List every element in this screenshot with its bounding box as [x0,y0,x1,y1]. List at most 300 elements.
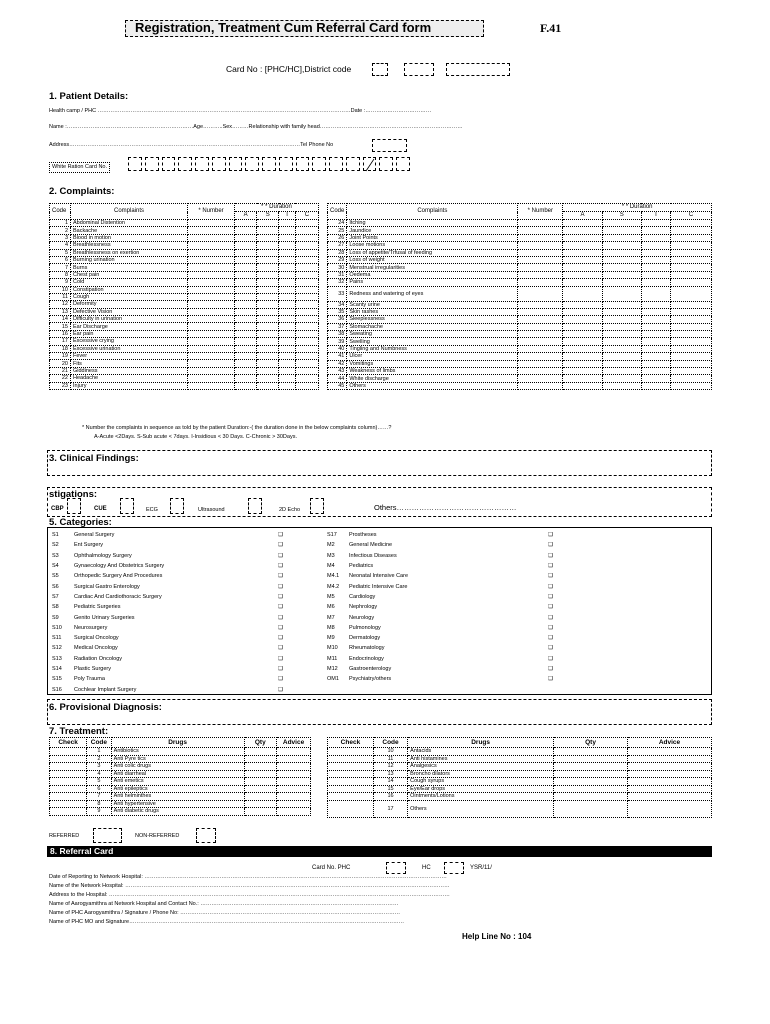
treatment-advice-cell[interactable] [277,778,311,786]
category-checkbox[interactable]: ❑ [548,676,553,683]
complaint-number-cell[interactable] [518,375,563,382]
treatment-advice-cell[interactable] [277,755,311,763]
duration-cell[interactable] [235,316,257,323]
duration-cell[interactable] [602,375,641,382]
duration-cell[interactable] [279,242,295,249]
category-checkbox[interactable]: ❑ [548,583,553,590]
duration-cell[interactable] [563,271,602,278]
complaint-number-cell[interactable] [188,242,235,249]
duration-cell[interactable] [235,367,257,374]
duration-cell[interactable] [563,279,602,286]
duration-cell[interactable] [602,353,641,360]
complaint-number-cell[interactable] [188,308,235,315]
duration-cell[interactable] [235,271,257,278]
treatment-qty-cell[interactable] [554,785,628,793]
duration-cell[interactable] [295,293,318,300]
category-checkbox[interactable]: ❑ [278,655,283,662]
duration-cell[interactable] [279,382,295,389]
category-checkbox[interactable]: ❑ [548,666,553,672]
duration-cell[interactable] [641,308,670,315]
complaint-number-cell[interactable] [188,271,235,278]
duration-cell[interactable] [602,249,641,256]
duration-cell[interactable] [641,271,670,278]
treatment-check-cell[interactable] [328,770,374,778]
referral-line-phc-mo[interactable]: Name of PHC MO and Signature…………………………………………………………………………………………………………………………………… [49,919,405,925]
complaint-number-cell[interactable] [188,375,235,382]
duration-cell[interactable] [257,375,279,382]
category-checkbox[interactable]: ❑ [548,645,553,652]
duration-cell[interactable] [671,301,712,308]
referral-phc-box[interactable] [386,862,406,874]
duration-cell[interactable] [563,286,602,301]
treatment-qty-cell[interactable] [244,748,277,756]
complaint-number-cell[interactable] [188,301,235,308]
treatment-advice-cell[interactable] [277,748,311,756]
complaint-number-cell[interactable] [518,271,563,278]
duration-cell[interactable] [235,323,257,330]
treatment-advice-cell[interactable] [628,770,712,778]
duration-cell[interactable] [671,331,712,338]
duration-cell[interactable] [235,308,257,315]
duration-cell[interactable] [279,220,295,227]
duration-cell[interactable] [671,227,712,234]
duration-cell[interactable] [563,234,602,241]
duration-cell[interactable] [295,353,318,360]
ultrasound-checkbox[interactable] [248,498,262,514]
category-checkbox[interactable]: ❑ [548,614,553,621]
treatment-check-cell[interactable] [50,748,87,756]
duration-cell[interactable] [257,308,279,315]
category-checkbox[interactable]: ❑ [278,583,283,590]
ecg-checkbox[interactable] [170,498,184,514]
duration-cell[interactable] [257,316,279,323]
duration-cell[interactable] [295,323,318,330]
duration-cell[interactable] [671,256,712,263]
duration-cell[interactable] [602,220,641,227]
treatment-advice-cell[interactable] [628,793,712,801]
duration-cell[interactable] [279,360,295,367]
duration-cell[interactable] [257,353,279,360]
duration-cell[interactable] [257,271,279,278]
duration-cell[interactable] [295,242,318,249]
non-referred-checkbox[interactable] [196,828,216,843]
duration-cell[interactable] [602,316,641,323]
duration-cell[interactable] [279,293,295,300]
duration-cell[interactable] [671,286,712,301]
complaint-number-cell[interactable] [188,264,235,271]
duration-cell[interactable] [257,227,279,234]
duration-cell[interactable] [235,249,257,256]
category-checkbox[interactable]: ❑ [548,542,553,549]
duration-cell[interactable] [279,301,295,308]
duration-cell[interactable] [295,375,318,382]
cue-checkbox[interactable] [120,498,134,514]
duration-cell[interactable] [602,301,641,308]
complaint-number-cell[interactable] [188,256,235,263]
duration-cell[interactable] [641,234,670,241]
duration-cell[interactable] [279,286,295,293]
duration-cell[interactable] [671,360,712,367]
duration-cell[interactable] [257,286,279,293]
duration-cell[interactable] [295,308,318,315]
treatment-check-cell[interactable] [50,770,87,778]
duration-cell[interactable] [257,367,279,374]
duration-cell[interactable] [563,227,602,234]
duration-cell[interactable] [235,264,257,271]
complaint-number-cell[interactable] [518,301,563,308]
duration-cell[interactable] [235,279,257,286]
duration-cell[interactable] [671,308,712,315]
duration-cell[interactable] [295,367,318,374]
duration-cell[interactable] [295,220,318,227]
duration-cell[interactable] [257,345,279,352]
category-checkbox[interactable]: ❑ [278,552,283,559]
duration-cell[interactable] [295,271,318,278]
duration-cell[interactable] [641,375,670,382]
category-checkbox[interactable]: ❑ [278,593,283,600]
duration-cell[interactable] [641,353,670,360]
duration-cell[interactable] [279,338,295,345]
complaint-number-cell[interactable] [188,249,235,256]
treatment-qty-cell[interactable] [554,748,628,756]
duration-cell[interactable] [295,382,318,389]
treatment-qty-cell[interactable] [554,778,628,786]
treatment-advice-cell[interactable] [628,748,712,756]
duration-cell[interactable] [257,323,279,330]
duration-cell[interactable] [279,345,295,352]
card-no-box-2[interactable] [404,63,434,76]
complaint-number-cell[interactable] [188,345,235,352]
duration-cell[interactable] [602,234,641,241]
complaint-number-cell[interactable] [188,286,235,293]
category-checkbox[interactable]: ❑ [548,532,553,539]
duration-cell[interactable] [602,264,641,271]
treatment-qty-cell[interactable] [244,763,277,771]
complaint-number-cell[interactable] [518,286,563,301]
complaint-number-cell[interactable] [518,227,563,234]
treatment-advice-cell[interactable] [628,763,712,771]
complaint-number-cell[interactable] [188,234,235,241]
health-camp-line[interactable]: Health camp / PHC …………………………………………………………………………………………………………………………Date :……………………………… [49,108,432,114]
complaint-number-cell[interactable] [518,331,563,338]
duration-cell[interactable] [295,338,318,345]
treatment-advice-cell[interactable] [277,785,311,793]
duration-cell[interactable] [671,220,712,227]
treatment-advice-cell[interactable] [628,755,712,763]
duration-cell[interactable] [641,368,670,375]
treatment-advice-cell[interactable] [277,808,311,816]
duration-cell[interactable] [671,242,712,249]
duration-cell[interactable] [563,323,602,330]
complaint-number-cell[interactable] [188,338,235,345]
duration-cell[interactable] [641,301,670,308]
complaint-number-cell[interactable] [518,279,563,286]
treatment-qty-cell[interactable] [554,755,628,763]
treatment-check-cell[interactable] [328,785,374,793]
category-checkbox[interactable]: ❑ [278,542,283,549]
duration-cell[interactable] [602,279,641,286]
duration-cell[interactable] [235,382,257,389]
category-checkbox[interactable]: ❑ [548,635,553,642]
duration-cell[interactable] [671,368,712,375]
duration-cell[interactable] [295,301,318,308]
duration-cell[interactable] [563,331,602,338]
referral-line-hospital[interactable]: Name of the Network Hospital: …………………………………………………………………………………………………………………………………………………………… [49,883,450,889]
duration-cell[interactable] [641,249,670,256]
treatment-check-cell[interactable] [50,808,87,816]
duration-cell[interactable] [641,256,670,263]
complaint-number-cell[interactable] [518,338,563,345]
category-checkbox[interactable]: ❑ [278,573,283,580]
complaint-number-cell[interactable] [188,330,235,337]
duration-cell[interactable] [257,256,279,263]
duration-cell[interactable] [641,242,670,249]
complaint-number-cell[interactable] [188,227,235,234]
referral-line-date[interactable]: Date of Reporting to Network Hospital: ………………………………………………………………………………………………………………………………………………… [49,874,447,880]
duration-cell[interactable] [563,353,602,360]
treatment-check-cell[interactable] [328,778,374,786]
duration-cell[interactable] [602,227,641,234]
category-checkbox[interactable]: ❑ [278,563,283,570]
category-checkbox[interactable]: ❑ [278,645,283,652]
category-checkbox[interactable]: ❑ [278,624,283,631]
name-line[interactable]: Name :……………………………………………………………Age………..Sex………Relationship with family head…………………………………………………………………… [49,124,463,130]
duration-cell[interactable] [641,316,670,323]
duration-cell[interactable] [563,360,602,367]
duration-cell[interactable] [235,242,257,249]
duration-cell[interactable] [235,353,257,360]
complaint-number-cell[interactable] [518,256,563,263]
duration-cell[interactable] [257,242,279,249]
duration-cell[interactable] [563,220,602,227]
complaint-number-cell[interactable] [188,382,235,389]
duration-cell[interactable] [602,308,641,315]
treatment-check-cell[interactable] [328,755,374,763]
duration-cell[interactable] [235,220,257,227]
clinical-findings-box[interactable] [47,450,712,476]
duration-cell[interactable] [295,264,318,271]
duration-cell[interactable] [671,375,712,382]
duration-cell[interactable] [671,353,712,360]
duration-cell[interactable] [563,256,602,263]
duration-cell[interactable] [671,382,712,389]
treatment-check-cell[interactable] [328,793,374,801]
treatment-advice-cell[interactable] [277,763,311,771]
complaint-number-cell[interactable] [518,249,563,256]
treatment-check-cell[interactable] [50,755,87,763]
duration-cell[interactable] [295,345,318,352]
category-checkbox[interactable]: ❑ [278,686,283,693]
category-checkbox[interactable]: ❑ [548,563,553,570]
duration-cell[interactable] [602,242,641,249]
duration-cell[interactable] [257,338,279,345]
duration-cell[interactable] [641,382,670,389]
complaint-number-cell[interactable] [518,242,563,249]
treatment-qty-cell[interactable] [244,755,277,763]
duration-cell[interactable] [235,293,257,300]
treatment-qty-cell[interactable] [244,793,277,801]
referral-line-phc-aarogyamithra[interactable]: Name of PHC Aarogyamithra / Signature / Phone No: ………………………………………………………………………………………………………… [49,910,401,916]
duration-cell[interactable] [279,323,295,330]
duration-cell[interactable] [257,301,279,308]
duration-cell[interactable] [641,323,670,330]
duration-cell[interactable] [257,220,279,227]
complaint-number-cell[interactable] [518,345,563,352]
duration-cell[interactable] [279,227,295,234]
category-checkbox[interactable]: ❑ [548,604,553,611]
duration-cell[interactable] [257,279,279,286]
duration-cell[interactable] [641,286,670,301]
duration-cell[interactable] [279,234,295,241]
duration-cell[interactable] [671,338,712,345]
treatment-qty-cell[interactable] [554,763,628,771]
duration-cell[interactable] [602,360,641,367]
duration-cell[interactable] [295,249,318,256]
duration-cell[interactable] [602,271,641,278]
duration-cell[interactable] [235,301,257,308]
complaint-number-cell[interactable] [188,220,235,227]
duration-cell[interactable] [295,360,318,367]
complaint-number-cell[interactable] [188,293,235,300]
duration-cell[interactable] [257,330,279,337]
duration-cell[interactable] [563,301,602,308]
complaint-number-cell[interactable] [518,382,563,389]
duration-cell[interactable] [257,234,279,241]
card-no-box-1[interactable] [372,63,388,76]
duration-cell[interactable] [563,382,602,389]
duration-cell[interactable] [279,249,295,256]
category-checkbox[interactable]: ❑ [548,655,553,662]
duration-cell[interactable] [671,323,712,330]
complaint-number-cell[interactable] [518,316,563,323]
duration-cell[interactable] [279,353,295,360]
duration-cell[interactable] [279,264,295,271]
card-no-box-3[interactable] [446,63,510,76]
duration-cell[interactable] [563,316,602,323]
treatment-advice-cell[interactable] [628,778,712,786]
referred-checkbox[interactable] [93,828,122,843]
treatment-qty-cell[interactable] [244,770,277,778]
duration-cell[interactable] [641,345,670,352]
referral-line-address[interactable]: Address to the Hospital: …………………………………………………………………………………………………………………………………………………………………… [49,892,450,898]
phone-digits[interactable] [372,139,407,152]
duration-cell[interactable] [671,271,712,278]
duration-cell[interactable] [295,330,318,337]
treatment-check-cell[interactable] [50,800,87,808]
category-checkbox[interactable]: ❑ [548,593,553,600]
category-checkbox[interactable]: ❑ [278,614,283,621]
treatment-advice-cell[interactable] [628,800,712,817]
duration-cell[interactable] [641,227,670,234]
duration-cell[interactable] [279,256,295,263]
treatment-check-cell[interactable] [50,793,87,801]
treatment-check-cell[interactable] [328,800,374,817]
duration-cell[interactable] [602,286,641,301]
treatment-qty-cell[interactable] [244,808,277,816]
complaint-number-cell[interactable] [188,316,235,323]
duration-cell[interactable] [295,227,318,234]
duration-cell[interactable] [602,323,641,330]
category-checkbox[interactable]: ❑ [548,573,553,580]
duration-cell[interactable] [279,271,295,278]
complaint-number-cell[interactable] [188,360,235,367]
treatment-check-cell[interactable] [50,785,87,793]
treatment-qty-cell[interactable] [554,793,628,801]
referral-line-aarogyamithra[interactable]: Name of Aarogyamithra at Network Hospital and Contact No.: ……………………………………………………………………………………………… [49,901,399,907]
duration-cell[interactable] [563,375,602,382]
duration-cell[interactable] [279,375,295,382]
treatment-qty-cell[interactable] [554,770,628,778]
duration-cell[interactable] [641,331,670,338]
duration-cell[interactable] [279,279,295,286]
treatment-qty-cell[interactable] [244,778,277,786]
duration-cell[interactable] [279,367,295,374]
treatment-check-cell[interactable] [50,778,87,786]
duration-cell[interactable] [563,264,602,271]
duration-cell[interactable] [671,279,712,286]
duration-cell[interactable] [257,382,279,389]
complaint-number-cell[interactable] [518,264,563,271]
complaint-number-cell[interactable] [188,323,235,330]
treatment-check-cell[interactable] [50,763,87,771]
duration-cell[interactable] [295,316,318,323]
complaint-number-cell[interactable] [518,360,563,367]
duration-cell[interactable] [279,330,295,337]
category-checkbox[interactable]: ❑ [548,624,553,631]
complaint-number-cell[interactable] [518,234,563,241]
duration-cell[interactable] [563,345,602,352]
treatment-qty-cell[interactable] [554,800,628,817]
duration-cell[interactable] [279,316,295,323]
category-checkbox[interactable]: ❑ [278,676,283,683]
duration-cell[interactable] [235,234,257,241]
duration-cell[interactable] [641,279,670,286]
duration-cell[interactable] [602,331,641,338]
category-checkbox[interactable]: ❑ [548,552,553,559]
complaint-number-cell[interactable] [518,308,563,315]
duration-cell[interactable] [257,264,279,271]
referral-hc-box[interactable] [444,862,464,874]
duration-cell[interactable] [563,338,602,345]
complaint-number-cell[interactable] [518,368,563,375]
duration-cell[interactable] [641,360,670,367]
duration-cell[interactable] [602,382,641,389]
duration-cell[interactable] [671,264,712,271]
category-checkbox[interactable]: ❑ [278,666,283,672]
duration-cell[interactable] [279,308,295,315]
duration-cell[interactable] [235,227,257,234]
duration-cell[interactable] [602,345,641,352]
category-checkbox[interactable]: ❑ [278,635,283,642]
ration-card-boxes[interactable] [128,157,410,171]
cbp-checkbox[interactable] [67,498,81,514]
duration-cell[interactable] [671,234,712,241]
duration-cell[interactable] [235,375,257,382]
category-checkbox[interactable]: ❑ [278,532,283,539]
duration-cell[interactable] [671,249,712,256]
treatment-check-cell[interactable] [328,763,374,771]
complaint-number-cell[interactable] [518,220,563,227]
others-field[interactable]: Others………………………………………… [374,503,517,512]
treatment-advice-cell[interactable] [277,800,311,808]
complaint-number-cell[interactable] [188,279,235,286]
duration-cell[interactable] [257,293,279,300]
duration-cell[interactable] [295,286,318,293]
duration-cell[interactable] [295,279,318,286]
duration-cell[interactable] [641,264,670,271]
duration-cell[interactable] [641,338,670,345]
duration-cell[interactable] [563,249,602,256]
